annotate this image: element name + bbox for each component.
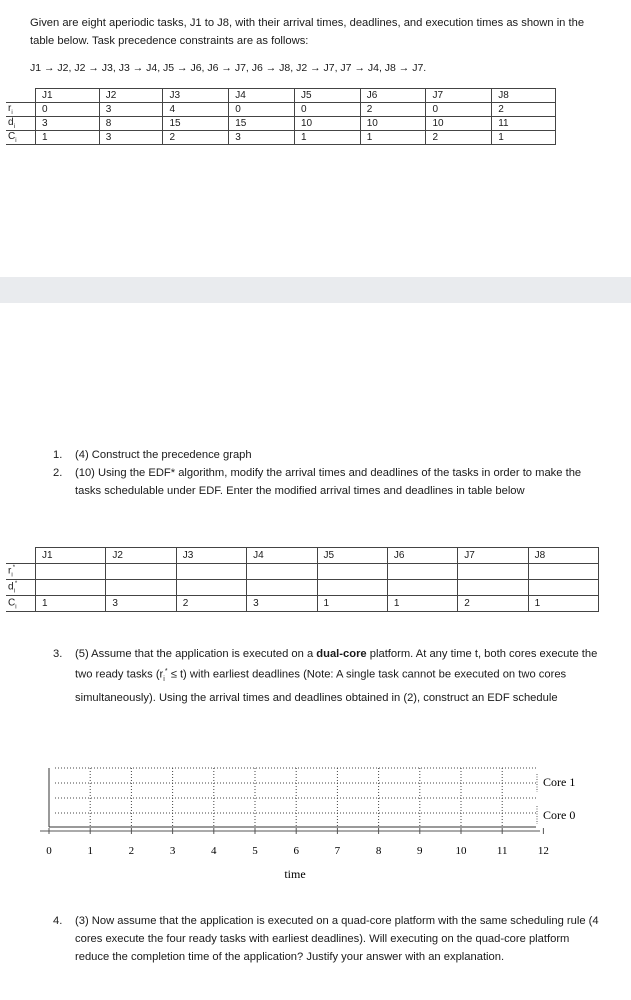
precedence-constraints: J1 → J2, J2 → J3, J3 → J4, J5 → J6, J6 → J7, J6 → J8, J2 → J7, J7 → J4, J8 → J7. [30, 62, 427, 74]
modified-task-table-header-cell: J8 [528, 548, 598, 564]
task-table-row-label [6, 130, 36, 144]
modified-task-table-header-cell: J1 [36, 548, 106, 564]
time-tick-label: 7 [334, 845, 341, 857]
question-2-text: (10) Using the EDF* algorithm, modify the arrival times and deadlines of the tasks in order to make the tasks schedulable under EDF. Enter the modified arrival times and deadlines in table below [75, 467, 582, 497]
task-table-header-cell: J1 [36, 89, 100, 103]
task-table-cell: 15 [163, 116, 229, 130]
task-table-cell: 0 [229, 102, 295, 116]
time-tick-label: 12 [537, 845, 549, 857]
row-label-subscript: i [15, 604, 17, 611]
task-table-cell: 1 [36, 130, 100, 144]
modified-task-table-corner-cell [6, 548, 36, 564]
question-3-bold: dual-core [316, 648, 367, 660]
modified-task-table-cell: 1 [36, 596, 106, 612]
modified-task-table-cell[interactable] [176, 564, 246, 580]
modified-task-table-cell[interactable] [528, 580, 598, 596]
question-2-number: 2. [53, 467, 63, 479]
task-table-cell: 11 [492, 116, 556, 130]
task-table-row-label [6, 102, 36, 116]
modified-task-table-cell[interactable] [387, 564, 457, 580]
row-label-subscript: i [13, 588, 15, 595]
question-3-number: 3. [53, 648, 63, 660]
task-table-header-cell: J4 [229, 89, 295, 103]
task-table [6, 88, 556, 145]
modified-task-table-row-label [6, 564, 36, 580]
modified-task-table-cell[interactable] [458, 564, 528, 580]
modified-task-table-row-label [6, 596, 36, 612]
question-list-3 [53, 645, 605, 707]
row-label-subscript: i [15, 137, 17, 144]
task-table-cell: 3 [99, 130, 163, 144]
time-tick-label: 9 [417, 845, 423, 857]
time-tick-label: 10 [455, 845, 467, 857]
modified-task-table-header-cell: J2 [106, 548, 176, 564]
task-table-header-cell: J3 [163, 89, 229, 103]
modified-task-table-cell[interactable] [36, 580, 106, 596]
task-table-cell: 2 [360, 102, 426, 116]
task-table-cell: 10 [426, 116, 492, 130]
modified-task-table [6, 547, 599, 612]
row-label-symbol: r [8, 565, 12, 577]
modified-task-table-cell[interactable] [106, 564, 176, 580]
modified-task-table-header-row [6, 548, 599, 564]
modified-task-table-cell: 3 [247, 596, 317, 612]
time-tick-label: 0 [46, 845, 52, 857]
schedule-xlabel: time [284, 867, 306, 881]
task-table-cell: 15 [229, 116, 295, 130]
question-1-text: (4) Construct the precedence graph [75, 449, 252, 461]
time-tick-label: 2 [128, 845, 135, 857]
modified-task-table-cell: 1 [387, 596, 457, 612]
modified-task-table-cell[interactable] [247, 564, 317, 580]
modified-task-table-row [6, 580, 599, 596]
question-list-4 [53, 912, 605, 966]
task-table-corner-cell [6, 89, 36, 103]
question-3-sup: * [164, 668, 168, 675]
row-label-superscript: * [12, 564, 16, 571]
time-tick-label: 3 [169, 845, 176, 857]
question-4-number: 4. [53, 915, 63, 927]
modified-task-table-header-cell: J3 [176, 548, 246, 564]
task-table-header-row [6, 89, 556, 103]
task-table-row [6, 116, 556, 130]
modified-task-table-cell: 2 [176, 596, 246, 612]
modified-task-table-cell[interactable] [528, 564, 598, 580]
modified-task-table-cell[interactable] [387, 580, 457, 596]
modified-task-table-header-cell: J4 [247, 548, 317, 564]
time-tick-label: 6 [293, 845, 299, 857]
task-table-row [6, 102, 556, 116]
modified-task-table-row [6, 564, 599, 580]
modified-task-table-cell[interactable] [247, 580, 317, 596]
task-table-header-cell: J6 [360, 89, 426, 103]
task-table-row-label [6, 116, 36, 130]
question-1 [53, 446, 595, 464]
question-4-text: (3) Now assume that the application is executed on a quad-core platform with the same scheduling rule (4 cores execute the four ready tasks with earliest deadlines). Will executing on the quad-core platform reduce the completion time of the application? Justify your answer with an explanation. [75, 915, 599, 963]
intro-text: Given are eight aperiodic tasks, J1 to J8, with their arrival times, deadlines, and execution times as shown in the table below. Task precedence constraints are as follows: [30, 17, 585, 47]
core0-label: Core 0 [543, 808, 576, 822]
question-3-text-post2: ≤ t) with earliest deadlines (Note: A single task cannot be executed on two cores simultaneously). Using the arrival times and deadlines obtained in (2), construct an EDF schedule [75, 668, 567, 704]
task-table-cell: 1 [492, 130, 556, 144]
modified-task-table-header-cell: J6 [387, 548, 457, 564]
task-table-header-cell: J8 [492, 89, 556, 103]
modified-task-table-cell[interactable] [317, 580, 387, 596]
task-table-header-cell: J2 [99, 89, 163, 103]
task-table-cell: 10 [360, 116, 426, 130]
row-label-symbol: C [8, 130, 16, 142]
task-table-cell: 2 [492, 102, 556, 116]
task-table-cell: 3 [229, 130, 295, 144]
task-table-cell: 2 [426, 130, 492, 144]
task-table-cell: 1 [360, 130, 426, 144]
modified-task-table-cell: 1 [528, 596, 598, 612]
time-tick-label: 8 [375, 845, 382, 857]
task-table-header-cell: J5 [294, 89, 360, 103]
edf-schedule-chart [0, 760, 631, 885]
question-list-1-2 [53, 446, 595, 500]
modified-task-table-cell[interactable] [317, 564, 387, 580]
task-table-row [6, 130, 556, 144]
row-label-subscript: i [11, 572, 13, 579]
question-2 [53, 464, 595, 500]
row-label-subscript: i [11, 109, 13, 116]
time-tick-label: 11 [496, 845, 508, 857]
modified-task-table-header-cell: J5 [317, 548, 387, 564]
task-table-cell: 8 [99, 116, 163, 130]
core1-label: Core 1 [543, 775, 576, 789]
row-label-symbol: d [8, 116, 14, 128]
question-1-number: 1. [53, 449, 63, 461]
question-3-text-pre: (5) Assume that the application is executed on a [75, 648, 317, 660]
question-3 [53, 645, 605, 707]
task-table-cell: 3 [99, 102, 163, 116]
task-table-header-cell: J7 [426, 89, 492, 103]
modified-task-table-cell: 1 [317, 596, 387, 612]
modified-task-table-cell[interactable] [176, 580, 246, 596]
row-label-symbol: r [8, 102, 12, 114]
modified-task-table-cell[interactable] [106, 580, 176, 596]
task-table-cell: 1 [294, 130, 360, 144]
time-tick-label: 5 [252, 845, 258, 857]
page-separator-band [0, 277, 631, 303]
row-label-symbol: d [8, 581, 14, 593]
task-table-cell: 3 [36, 116, 100, 130]
row-label-subscript: i [13, 123, 15, 130]
time-tick-label: 4 [211, 845, 217, 857]
task-table-cell: 0 [294, 102, 360, 116]
modified-task-table-cell: 3 [106, 596, 176, 612]
modified-task-table-header-cell: J7 [458, 548, 528, 564]
modified-task-table-row [6, 596, 599, 612]
modified-task-table-cell[interactable] [36, 564, 106, 580]
question-3-text-post: platform. At any time t, both cores execute the two ready tasks (r [75, 648, 598, 681]
modified-task-table-row-label [6, 580, 36, 596]
row-label-symbol: C [8, 597, 16, 609]
question-3-sub: i [163, 675, 165, 683]
row-label-superscript: * [14, 580, 18, 587]
question-4 [53, 912, 605, 966]
schedule-grid [49, 768, 536, 827]
time-tick-label: 1 [87, 845, 93, 857]
task-table-cell: 0 [426, 102, 492, 116]
modified-task-table-cell[interactable] [458, 580, 528, 596]
schedule-axis [40, 828, 549, 857]
task-table-cell: 0 [36, 102, 100, 116]
task-table-cell: 2 [163, 130, 229, 144]
modified-task-table-cell: 2 [458, 596, 528, 612]
task-table-cell: 4 [163, 102, 229, 116]
task-table-cell: 10 [294, 116, 360, 130]
